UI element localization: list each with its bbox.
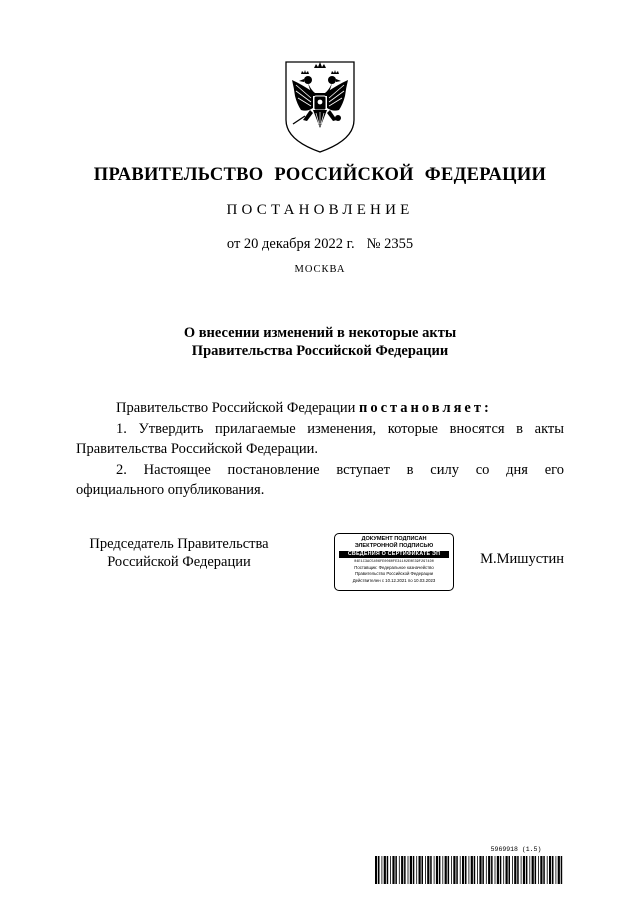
coat-of-arms-icon bbox=[283, 58, 357, 154]
document-body bbox=[76, 398, 564, 501]
stamp-issuer-line-1: Поставщик: Федеральное казначейство bbox=[354, 565, 434, 571]
stamp-title-line-2: ЭЛЕКТРОННОЙ ПОДПИСЬЮ bbox=[354, 543, 434, 549]
stamp-certificate-bar: СВЕДЕНИЯ О СЕРТИФИКАТЕ ЭП bbox=[339, 551, 449, 558]
preamble-decree-word: постановляет: bbox=[358, 400, 492, 416]
document-date-line bbox=[0, 236, 640, 253]
stamp-title-line-1: ДОКУМЕНТ ПОДПИСАН bbox=[361, 536, 427, 542]
stamp-issuer-line-2: Правительство Российской Федерации bbox=[354, 571, 434, 577]
item-1-line-2: Правительства Российской Федерации. bbox=[76, 441, 319, 457]
stamp-certificate-serial: 04E1C3AC5406FE0060FE31102E0E39F2974D0 bbox=[354, 560, 434, 564]
signer-position-line-1: Председатель Правительства bbox=[89, 536, 269, 552]
subject-line-1: О внесении изменений в некоторые акты bbox=[183, 325, 457, 341]
government-title: ПРАВИТЕЛЬСТВО РОССИЙСКОЙ ФЕДЕРАЦИИ bbox=[93, 165, 547, 185]
document-date: от 20 декабря 2022 г. bbox=[226, 236, 355, 252]
document-subject bbox=[0, 324, 640, 360]
signer-position-line-2: Российской Федерации bbox=[107, 554, 251, 570]
document-type: ПОСТАНОВЛЕНИЕ bbox=[226, 202, 414, 218]
document-number: № 2355 bbox=[366, 236, 414, 252]
preamble-text: Правительство Российской Федерации bbox=[116, 400, 359, 416]
document-city: МОСКВА bbox=[294, 264, 346, 275]
barcode-icon bbox=[375, 856, 563, 884]
item-2-line-2: официального опубликования. bbox=[76, 482, 265, 498]
item-2-line-1: 2. Настоящее постановление вступает в силу со дня его bbox=[116, 461, 564, 478]
electronic-signature-stamp bbox=[334, 533, 454, 591]
stamp-validity: Действителен с 10.12.2021 по 10.03.2023 bbox=[352, 577, 436, 583]
item-1-line-1: 1. Утвердить прилагаемые изменения, которые вносятся в акты bbox=[116, 420, 564, 437]
barcode-label: 5969918 (1.5) bbox=[490, 846, 542, 853]
subject-line-2: Правительства Российской Федерации bbox=[191, 343, 449, 359]
signer-position bbox=[76, 535, 282, 571]
preamble bbox=[76, 398, 564, 419]
signer-name: М.Мишустин bbox=[480, 551, 564, 567]
